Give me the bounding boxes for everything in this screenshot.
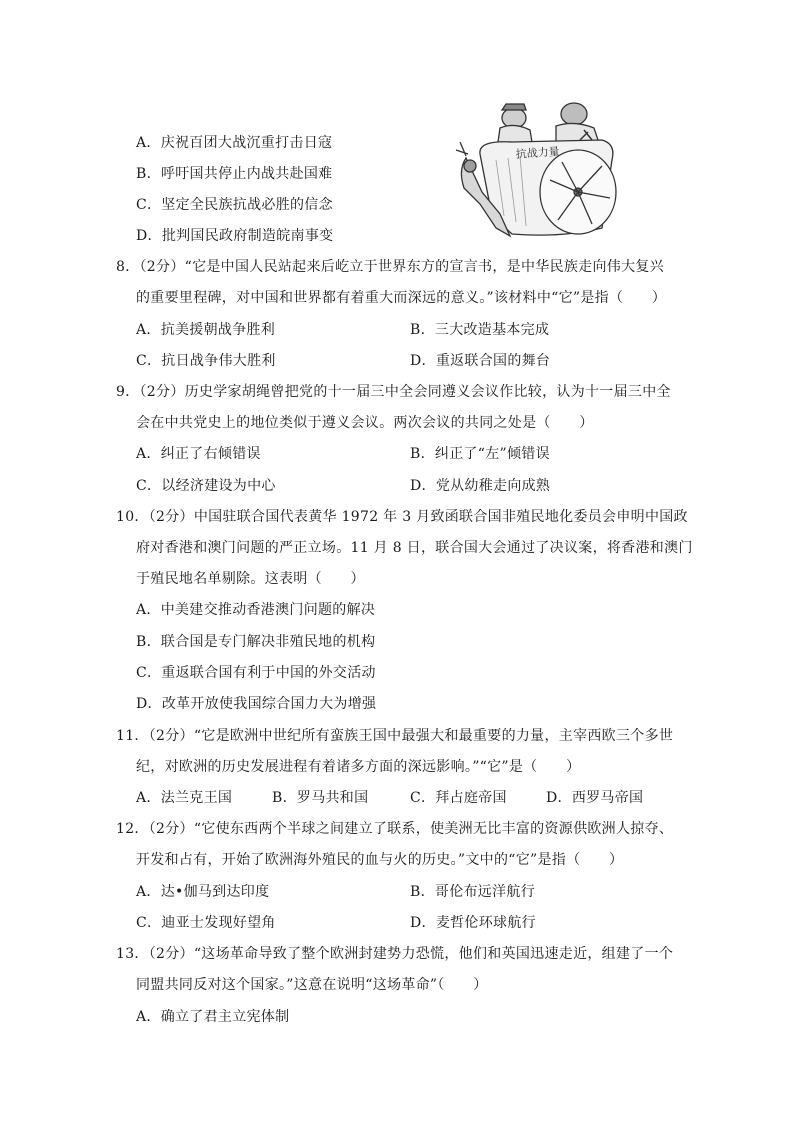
q9-stem-line-2: 会在中共党史上的地位类似于遵义会议。两次会议的共同之处是（ ） bbox=[136, 415, 594, 431]
q11-option-d: D．西罗马帝国 bbox=[546, 790, 644, 806]
q12-option-c: C．迪亚士发现好望角 bbox=[136, 915, 276, 931]
q13-option-a: A．确立了君主立宪体制 bbox=[136, 1009, 290, 1025]
q12-stem-line-2: 开发和占有，开始了欧洲海外殖民的血与火的历史。”文中的“它”是指（ ） bbox=[136, 852, 624, 868]
q8-option-d: D．重返联合国的舞台 bbox=[410, 353, 551, 369]
q8-option-c: C．抗日战争伟大胜利 bbox=[136, 353, 276, 369]
q9-option-d: D．党从幼稚走向成熟 bbox=[410, 478, 551, 494]
q11-option-c: C．拜占庭帝国 bbox=[410, 790, 507, 806]
q8-stem-line-1: 8．（2分）“它是中国人民站起来后屹立于世界东方的宣言书，是中华民族走向伟大复兴 bbox=[116, 259, 664, 275]
q7-option-b: B．呼吁国共停止内战共赴国难 bbox=[136, 166, 333, 182]
q9-option-c: C．以经济建设为中心 bbox=[136, 478, 276, 494]
q10-option-a: A．中美建交推动香港澳门问题的解决 bbox=[136, 602, 376, 618]
q11-stem-line-2: 纪，对欧洲的历史发展进程有着诸多方面的深远影响。”“它”是（ ） bbox=[136, 759, 581, 775]
q9-stem-line-1: 9．（2分）历史学家胡绳曾把党的十一届三中全会同遵义会议作比较，认为十一届三中全 bbox=[116, 384, 671, 400]
q11-stem-line-1: 11．（2分）“它是欧洲中世纪所有蛮族王国中最强大和最重要的力量，主宰西欧三个多世 bbox=[116, 728, 674, 744]
q11-option-b: B．罗马共和国 bbox=[272, 790, 369, 806]
q12-option-d: D．麦哲伦环球航行 bbox=[410, 915, 536, 931]
q7-option-a: A．庆祝百团大战沉重打击日寇 bbox=[136, 135, 333, 151]
q13-stem-line-1: 13．（2分）“这场革命导致了整个欧洲封建势力恐慌，他们和英国迅速走近，组建了一个 bbox=[116, 946, 674, 962]
q8-stem-line-2: 的重要里程碑，对中国和世界都有着重大而深远的意义。”该材料中“它”是指（ ） bbox=[136, 290, 667, 306]
q12-option-a: A．达•伽马到达印度 bbox=[136, 884, 270, 900]
q7-option-d: D．批判国民政府制造皖南事变 bbox=[136, 228, 334, 244]
q10-option-c: C．重返联合国有利于中国的外交活动 bbox=[136, 665, 376, 681]
q10-option-d: D．改革开放使我国综合国力大为增强 bbox=[136, 696, 377, 712]
q8-option-b: B．三大改造基本完成 bbox=[410, 322, 550, 338]
q8-option-a: A．抗美援朝战争胜利 bbox=[136, 322, 276, 338]
q12-stem-line-1: 12．（2分）“它使东西两个半球之间建立了联系，使美洲无比丰富的资源供欧洲人掠夺、 bbox=[116, 821, 674, 837]
q12-option-b: B．哥伦布远洋航行 bbox=[410, 884, 535, 900]
q9-option-a: A．纠正了右倾错误 bbox=[136, 446, 261, 462]
cartoon-caption: 抗战力量 bbox=[515, 144, 561, 161]
q10-stem-line-2: 府对香港和澳门问题的严正立场。11 月 8 日，联合国大会通过了决议案，将香港和澳门 bbox=[136, 540, 693, 556]
q13-stem-line-2: 同盟共同反对这个国家。”这意在说明“这场革命”（ ） bbox=[136, 977, 488, 993]
q9-option-b: B．纠正了“左”倾错误 bbox=[410, 446, 550, 462]
q10-stem-line-3: 于殖民地名单剔除。这表明（ ） bbox=[136, 571, 365, 587]
q11-option-a: A．法兰克王国 bbox=[136, 790, 233, 806]
q7-option-c: C．坚定全民族抗战必胜的信念 bbox=[136, 197, 333, 213]
cartoon-two-men-with-cart-icon bbox=[452, 96, 624, 242]
q10-stem-line-1: 10．（2分）中国驻联合国代表黄华 1972 年 3 月致函联合国非殖民地化委员会申明中国政 bbox=[116, 509, 688, 525]
q10-option-b: B．联合国是专门解决非殖民地的机构 bbox=[136, 634, 376, 650]
